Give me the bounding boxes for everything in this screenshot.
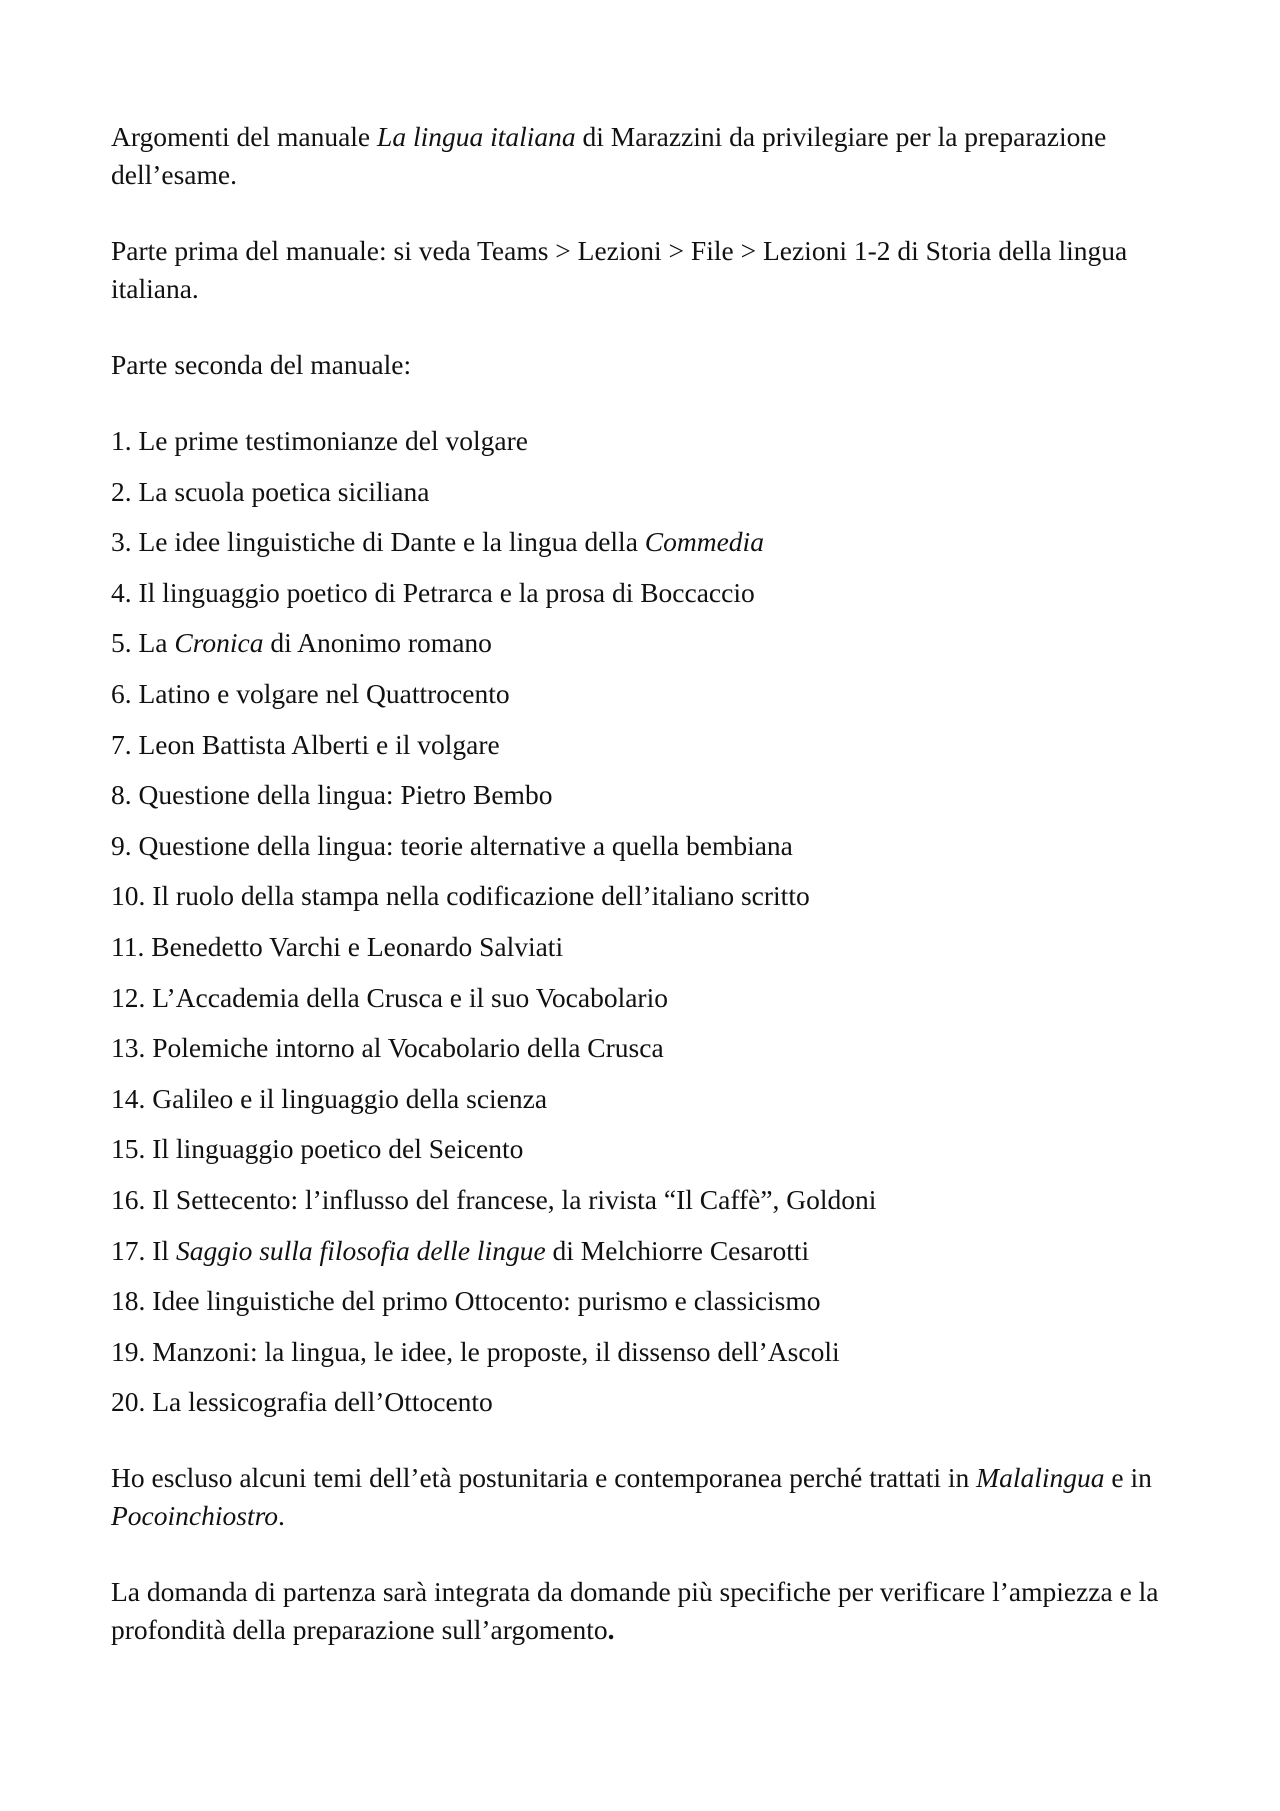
excluded-text-mid: e in	[1104, 1462, 1152, 1494]
topic-item	[111, 1130, 1171, 1181]
topic-text: 5. La	[111, 627, 175, 659]
topic-text: 3. Le idee linguistiche di Dante e la lingua della	[111, 526, 645, 558]
topic-text: 17. Il	[111, 1234, 176, 1266]
topic-item	[111, 574, 1171, 625]
closing-paragraph	[111, 1573, 1171, 1649]
topic-text: 1. Le prime testimonianze del volgare	[111, 425, 528, 456]
book-title-pocoinchiostro: Pocoinchiostro	[111, 1500, 279, 1532]
topic-text-end: di Melchiorre Cesarotti	[545, 1234, 810, 1266]
excluded-paragraph	[111, 1459, 1171, 1535]
topic-text: 16. Il Settecento: l’influsso del francese, la rivista “Il Caffè”, Goldoni	[111, 1183, 877, 1215]
topic-italic-title: Saggio sulla filosofia delle lingue	[175, 1234, 546, 1266]
topic-item	[111, 827, 1171, 878]
topic-item	[111, 928, 1171, 979]
topic-item	[111, 675, 1171, 726]
part-one-paragraph: Parte prima del manuale: si veda Teams > Lezioni > File > Lezioni 1-2 di Storia della lingua italiana.	[111, 235, 1128, 304]
part-two-heading: Parte seconda del manuale:	[111, 349, 412, 380]
intro-paragraph	[111, 118, 1171, 194]
topic-text: 14. Galileo e il linguaggio della scienza	[111, 1082, 548, 1114]
topic-text: 8. Questione della lingua: Pietro Bembo	[111, 779, 553, 811]
topic-item	[111, 624, 1171, 675]
topic-list-wrapper	[111, 422, 1171, 1421]
topic-item	[111, 776, 1171, 827]
topic-item	[111, 877, 1171, 928]
topic-item	[111, 1333, 1171, 1384]
topic-text: 19. Manzoni: la lingua, le idee, le proposte, il dissenso dell’Ascoli	[111, 1335, 840, 1367]
topic-item	[111, 726, 1171, 777]
book-title-malalingua: Malalingua	[976, 1462, 1105, 1494]
topic-italic-title: Commedia	[644, 526, 764, 558]
excluded-text-start: Ho escluso alcuni temi dell’età postunitaria e contemporanea perché trattati in	[111, 1462, 977, 1494]
topic-text: 18. Idee linguistiche del primo Ottocento: purismo e classicismo	[111, 1285, 821, 1317]
topic-item	[111, 1232, 1171, 1283]
topic-text: 2. La scuola poetica siciliana	[111, 475, 430, 507]
closing-period: .	[607, 1614, 615, 1646]
topic-item	[111, 1080, 1171, 1131]
topic-text: 11. Benedetto Varchi e Leonardo Salviati	[111, 930, 564, 962]
closing-text: La domanda di partenza sarà integrata da domande più specifiche per verificare l’ampiezza e la profondità della preparazione sull’argomento	[111, 1576, 1159, 1646]
topic-item	[111, 422, 1171, 473]
topic-text: 10. Il ruolo della stampa nella codificazione dell’italiano scritto	[111, 880, 810, 912]
topic-text: 15. Il linguaggio poetico del Seicento	[111, 1133, 524, 1165]
topic-text: 12. L’Accademia della Crusca e il suo Vocabolario	[111, 981, 668, 1013]
topic-item	[111, 1282, 1171, 1333]
document-page	[111, 118, 1171, 1649]
excluded-text-end: .	[278, 1500, 285, 1532]
topic-item	[111, 523, 1171, 574]
intro-text-start: Argomenti del manuale	[111, 121, 378, 152]
topic-text: 20. La lessicografia dell’Ottocento	[111, 1386, 493, 1418]
topic-item	[111, 1029, 1171, 1080]
manual-title: La lingua italiana	[377, 121, 576, 152]
intro-text-end: di Marazzini da privilegiare per la preparazione dell’esame.	[111, 121, 1107, 190]
topic-text: 6. Latino e volgare nel Quattrocento	[111, 677, 510, 709]
topic-text: 4. Il linguaggio poetico di Petrarca e la prosa di Boccaccio	[111, 576, 755, 608]
topic-italic-title: Cronica	[174, 627, 264, 659]
topic-item	[111, 1383, 1171, 1421]
topic-text: 7. Leon Battista Alberti e il volgare	[111, 728, 500, 760]
topic-item	[111, 1181, 1171, 1232]
topic-item	[111, 979, 1171, 1030]
topic-text-end: di Anonimo romano	[263, 627, 492, 659]
topic-item	[111, 473, 1171, 524]
topic-text: 13. Polemiche intorno al Vocabolario della Crusca	[111, 1032, 664, 1064]
topic-text: 9. Questione della lingua: teorie alternative a quella bembiana	[111, 829, 793, 861]
topic-list	[111, 422, 1171, 1421]
